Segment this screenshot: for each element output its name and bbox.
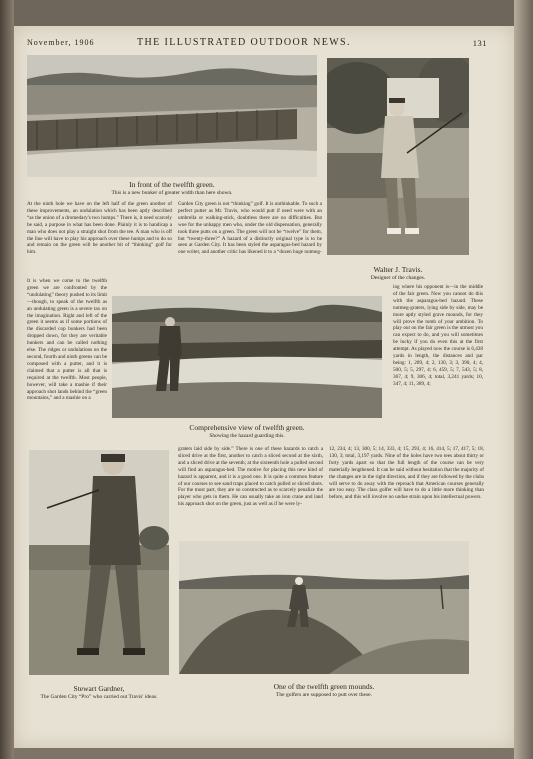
article-text-col1-top: At the ninth hole we have on the left half of the green another of these improvements, an undulation which has been aptly described “as the union of a dromedary's two humps.” There is, it need scarcely be said, a purpose in what has been done. Plainly it is to handicap a man who does not play a straight shot from the tee. A man who is off the line will have to play his approach over these humps and to do so and remain on the green will be another bit of “thinking” golf for him.: [27, 201, 172, 256]
caption-comprehensive-sub: Showing the hazard guarding this.: [209, 433, 285, 439]
caption-mounds-sub: The golfers are supposed to putt over these.: [276, 692, 372, 698]
article-text-col3-bottom: 12, 234, 4; 13, 300, 5; 14, 333, 4; 15, 293, 4; 16, 414, 5; 17, 417, 5; 18, 130, 3; total, 3,197 yards. Nine of the holes have two tees about thirty or forty yards apart so that the full length of the course can be very materially lengthened. It can be said without hesitation that the majority of the changes are in the right direction, and if they are followed by the clubs will serve to do away with the reproach that American courses generally are too easy. The class golfer will have to do a little more thinking than before, and this will involve no undue strain upon his intellectual powers.: [329, 446, 484, 501]
article-text-col2-top: Garden City green is not “thinking” golf. It is unthinkable. To such a perfect putter as Mr. Travis, who would putt if need were with an umbrella or walking-stick, doubtless there are no difficulties. But woe for the unhappy men who, under the old dispensation, generally took three putts on a green. The green will not be “twelve” for them, but “twenty-three?” A hazard of a distinctly original type is to be seen at Garden City. It has been styled the asparagus-bed hazard by one writer, and another critic has likened it to a “dozen huge nutmeg-: [178, 201, 322, 256]
photo-comprehensive: [112, 296, 382, 418]
book-top-edge: [0, 0, 533, 26]
photo-travis: [327, 58, 469, 255]
photo-gardner: [29, 450, 169, 675]
issue-date: November, 1906: [27, 38, 95, 47]
running-header: [27, 38, 487, 50]
caption-comprehensive: [112, 424, 382, 440]
article-text-col3-mid: ing where his opponent is—in the middle of the fair green. Now you cannot do this with the asparagus-bed hazard. These nutmeg-graters, lying side by side, may be more aptly styled grave mounds, for they will prove the tomb of your ambition. To play out on the fair green is the utmost you can expect to do, and you will sometimes be lucky if you do even this at the first attempt. As played now the course is 6,438 yards in length, the distances and par being: 1, 289, 4; 2, 130, 3; 3, 390, 4; 4, 500, 5; 5, 297, 4; 6, 459, 5; 7, 543, 5; 8, 367, 4; 9, 306, 4; total, 3,241 yards; 10, 347, 4; 11, 389, 4;: [393, 284, 483, 387]
caption-gardner-title: Stewart Gardner,: [73, 684, 125, 693]
caption-bunker-title: In front of the twelfth green.: [129, 180, 215, 189]
page-number: 131: [472, 38, 487, 48]
comprehensive-image: [112, 296, 382, 418]
caption-gardner-sub: The Garden City “Pro” who carried out Travis' ideas.: [40, 694, 158, 700]
caption-bunker: [27, 181, 317, 197]
article-text-col2-bottom: graters laid side by side.” There is one of these hazards to catch a sliced drive at the first, another to catch a sliced second at the sixth, and a sliced drive at the seventh; at the sixteenth hole a pulled second will find an asparagus-bed. The motive for placing this new kind of hazard is apparent, and it is a good one. It is quite a common feature of our courses to see sand traps placed to catch pulled or sliced shots. For the most part, they are so constructed as to scarcely penalize the player who gets in them. He can usually take an iron crane and land his approach shot on the green, just as well as if he were ly-: [178, 446, 323, 508]
page-edge: [514, 0, 533, 759]
photo-bunker: [27, 55, 317, 177]
caption-travis-title: Walter J. Travis.: [373, 265, 423, 274]
travis-image: [327, 58, 469, 255]
caption-travis-sub: Designer of the changes.: [370, 275, 426, 281]
caption-comprehensive-title: Comprehensive view of twelfth green.: [189, 423, 305, 432]
caption-mounds: [179, 683, 469, 699]
book-binding: [0, 0, 14, 759]
bunker-image: [27, 55, 317, 177]
caption-travis: [327, 266, 469, 282]
gardner-image: [29, 450, 169, 675]
caption-bunker-sub: This is a new bunker of greater width than here shown.: [111, 190, 233, 196]
article-text-col1-mid: It is when we come to the twelfth green we are confronted by the “undulating” theory pushed to its limit—though, to speak of the twelfth as an undulating green is a severe tax on the imagination. Right and left of the green it seems as if some portions of the discarded cop bunkers had been dropped down, for they are veritable bunkers and can be called nothing else. The ridges or undulations on the second, fourth and ninth greens can be composed with a putter, and it is claimed that a putter is all that is required at the twelfth. Most people, however, will take a mashie if their approach shot lands behind the “green mountains,” and a mashie on a: [27, 278, 107, 402]
caption-gardner: [20, 685, 178, 701]
caption-mounds-title: One of the twelfth green mounds.: [273, 682, 375, 691]
photo-mounds: [179, 541, 469, 674]
mounds-image: [179, 541, 469, 674]
magazine-title: THE ILLUSTRATED OUTDOOR NEWS.: [137, 37, 351, 48]
